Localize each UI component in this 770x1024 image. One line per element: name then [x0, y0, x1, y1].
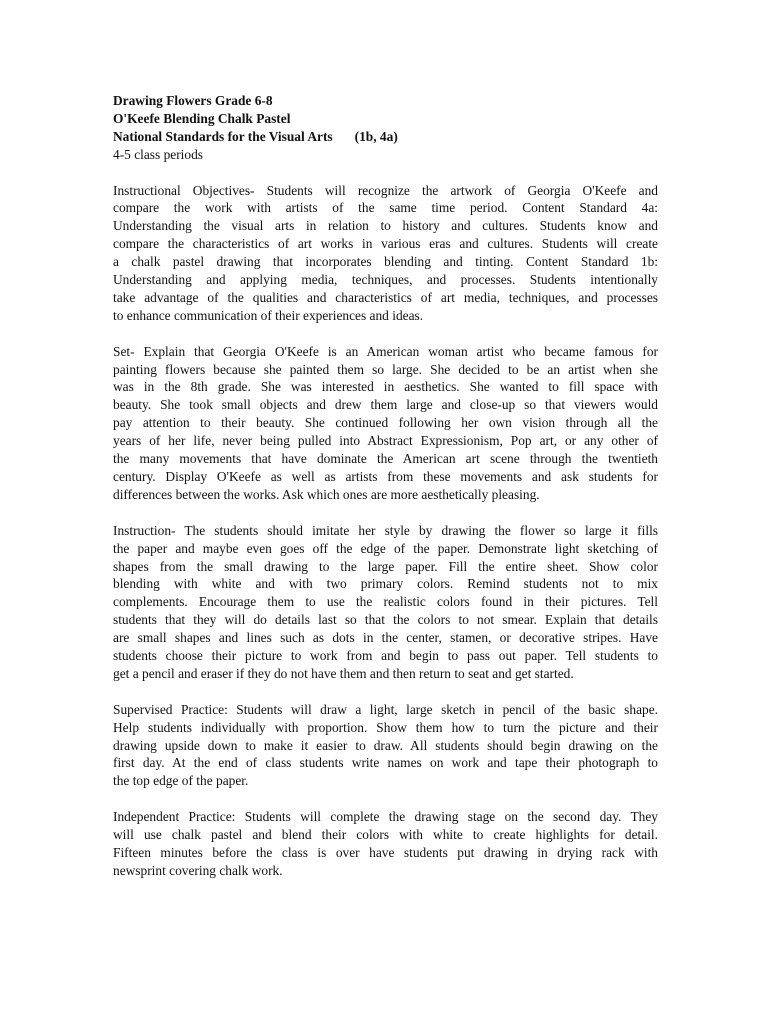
- paragraph-line: Instructional Objectives- Students will recognize the artwork of Georgia O'Keefe and: [113, 182, 658, 198]
- paragraph-line: complements. Encourage them to use the realistic colors found in their pictures. Tell: [113, 594, 658, 610]
- paragraph-line: students choose their picture to work from and begin to pass out paper. Tell students to: [113, 648, 658, 664]
- paragraph-line: a chalk pastel drawing that incorporates blending and tinting. Content Standard 1b:: [113, 254, 658, 270]
- standards-codes: (1b, 4a): [354, 128, 398, 144]
- section-instruction: [113, 522, 658, 683]
- paragraph-line: the many movements that have dominate the American art scene through the twentieth: [113, 451, 658, 467]
- section-supervised: [113, 701, 658, 791]
- paragraph-line: are small shapes and lines such as dots in the center, stamen, or decorative stripes. Have: [113, 630, 658, 646]
- paragraph-line: to enhance communication of their experiences and ideas.: [113, 307, 424, 323]
- paragraph-line: take advantage of the qualities and characteristics of art media, techniques, and processes: [113, 289, 658, 305]
- paragraph-line: pay attention to their beauty. She continued following her own vision through all the: [113, 415, 658, 431]
- paragraph-line: first day. At the end of class students write names on work and tape their photograph to: [113, 755, 658, 771]
- paragraph-line: students that they will do details last so that the colors to not smear. Explain that details: [113, 612, 658, 628]
- paragraph-line: Understanding and applying media, techniques, and processes. Students intentionally: [113, 272, 658, 288]
- paragraph-line: years of her life, never being pulled into Abstract Expressionism, Pop art, or any other of: [113, 433, 658, 449]
- section-objectives: [113, 182, 658, 325]
- section-set: [113, 343, 658, 504]
- paragraph-line: Understanding the visual arts in relation to history and cultures. Students know and: [113, 218, 658, 234]
- paragraph-line: painting flowers because she painted them so large. She decided to be an artist when she: [113, 361, 658, 377]
- paragraph-line: will use chalk pastel and blend their colors with white to create highlights for detail.: [113, 827, 658, 843]
- lesson-header: [113, 92, 658, 164]
- paragraph-line: differences between the works. Ask which ones are more aesthetically pleasing.: [113, 486, 540, 502]
- paragraph-line: Supervised Practice: Students will draw a light, large sketch in pencil of the basic shape.: [113, 701, 658, 717]
- paragraph-line: the paper and maybe even goes off the edge of the paper. Demonstrate light sketching of: [113, 540, 658, 556]
- paragraph-line: beauty. She took small objects and drew them large and close-up so that viewers would: [113, 397, 658, 413]
- paragraph-line: compare the work with artists of the same time period. Content Standard 4a:: [113, 200, 658, 216]
- paragraph-line: Instruction- The students should imitate her style by drawing the flower so large it fills: [113, 522, 658, 538]
- paragraph-line: was in the 8th grade. She was interested in aesthetics. She wanted to fill space with: [113, 379, 658, 395]
- class-periods: 4-5 class periods: [113, 146, 203, 162]
- lesson-title: Drawing Flowers Grade 6-8: [113, 93, 273, 108]
- paragraph-line: Fifteen minutes before the class is over have students put drawing in drying rack with: [113, 844, 658, 860]
- standards-title: National Standards for the Visual Arts: [113, 128, 333, 144]
- paragraph-line: century. Display O'Keefe as well as artists from these movements and ask students for: [113, 469, 658, 484]
- paragraph-line: compare the characteristics of art works in various eras and cultures. Students will create: [113, 236, 658, 252]
- standards-line: [113, 128, 658, 146]
- paragraph-line: Set- Explain that Georgia O'Keefe is an American woman artist who became famous for: [113, 343, 658, 359]
- lesson-subtitle: O'Keefe Blending Chalk Pastel: [113, 110, 291, 126]
- paragraph-line: newsprint covering chalk work.: [113, 862, 283, 878]
- paragraph-line: drawing upside down to make it easier to draw. All students should begin drawing on the: [113, 737, 658, 753]
- document-page: [113, 92, 658, 880]
- paragraph-line: blending with white and with two primary colors. Remind students not to mix: [113, 576, 658, 592]
- paragraph-line: shapes from the small drawing to the large paper. Fill the entire sheet. Show color: [113, 558, 658, 574]
- paragraph-line: Help students individually with proportion. Show them how to turn the picture and their: [113, 719, 658, 735]
- paragraph-line: Independent Practice: Students will complete the drawing stage on the second day. They: [113, 809, 658, 825]
- paragraph-line: get a pencil and eraser if they do not have them and then return to seat and get started.: [113, 665, 574, 681]
- paragraph-line: the top edge of the paper.: [113, 773, 249, 789]
- section-independent: [113, 808, 658, 880]
- lesson-sections: [113, 182, 658, 880]
